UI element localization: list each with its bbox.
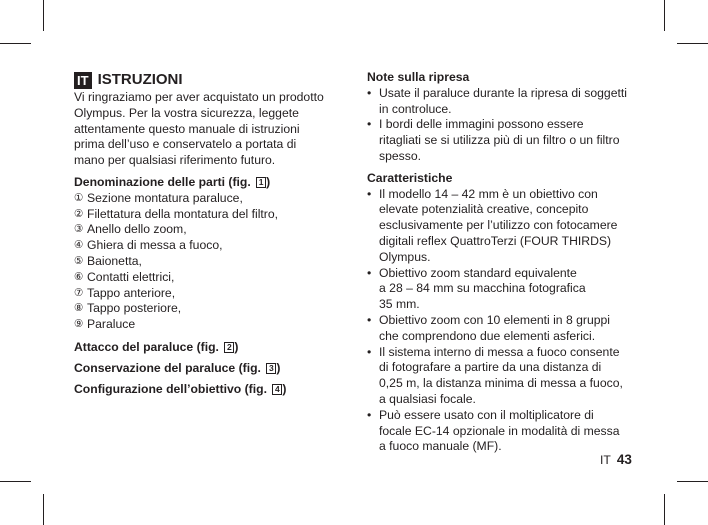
intro-line: mano per qualsiasi riferimento futuro. [74,153,276,168]
figure-ref: 2 [224,342,234,353]
list-item: • I bordi delle immagini possono essere ritagliati se si utilizza più di un filtro o un filtro spesso. [367,117,620,163]
crop-mark [664,0,665,31]
crop-mark [43,494,44,525]
list-item: ① Sezione montatura paraluce, [74,190,243,205]
list-item: ⑧ Tappo posteriore, [74,301,182,316]
footer-lang: IT [600,453,611,467]
parts-list [74,191,344,333]
list-item: • Il modello 14 – 42 mm è un obiettivo con elevate potenzialità creative, concepito esclusivamente per l’utilizzo con fotocamere digitali reflex QuattroTerzi (FOUR THIRDS) Olympus. [367,186,618,264]
list-item: ⑤ Baionetta, [74,253,142,268]
list-item: ② Filettatura della montatura del filtro, [74,206,279,221]
list-item: • Obiettivo zoom standard equivalente a 28 – 84 mm su macchina fotografica 35 mm. [367,265,586,312]
crop-mark [664,494,665,525]
intro-paragraph [74,90,344,169]
list-item: • Può essere usato con il moltiplicatore di focale EC-14 opzionale in modalità di messa a fuoco manuale (MF). [367,407,620,454]
list-item: ④ Ghiera di messa a fuoco, [74,238,223,253]
intro-line: prima dell’uso e conservatelo a portata di [74,137,297,152]
crop-mark [677,481,708,482]
right-column [367,70,642,455]
crop-mark [43,0,44,31]
figure-ref: 3 [266,363,276,374]
left-column [74,70,344,397]
page-title [74,70,344,90]
section-heading-storage: Conservazione del paraluce (fig. 3 ) [74,360,281,375]
crop-mark [0,481,31,482]
parts-heading: Denominazione delle parti (fig. 1 ) [74,174,271,189]
section-heading-config: Configurazione dell’obiettivo (fig. 4 ) [74,381,287,396]
page-number-value: 43 [616,452,632,467]
intro-line: Vi ringraziamo per aver acquistato un prodotto [74,90,324,104]
language-badge: IT [74,72,92,89]
list-item: • Obiettivo zoom con 10 elementi in 8 gruppi che comprendono due elementi asferici. [367,312,611,343]
list-item: ⑥ Contatti elettrici, [74,269,175,284]
list-item: ③ Anello dello zoom, [74,222,187,237]
intro-line: attentamente questo manuale di istruzioni [74,121,300,136]
list-item: ⑨ Paraluce [74,317,136,332]
figure-ref: 1 [256,177,266,188]
crop-mark [0,43,31,44]
list-item: • Il sistema interno di messa a fuoco consente di fotografare a partire da una distanza di 0,25 m, la distanza minima di messa a fuoco, a qualsiasi focale. [367,344,623,406]
page-number [600,452,632,468]
title-text: ISTRUZIONI [97,71,183,88]
notes-heading: Note sulla ripresa [367,70,470,84]
crop-mark [677,43,708,44]
intro-line: Olympus. Per la vostra sicurezza, leggete [74,105,299,120]
list-item: • Usate il paraluce durante la ripresa di soggetti in controluce. [367,85,627,116]
figure-ref: 4 [272,384,282,395]
section-heading-attach: Attacco del paraluce (fig. 2 ) [74,339,239,354]
features-heading: Caratteristiche [367,170,453,185]
list-item: ⑦ Tappo anteriore, [74,285,176,300]
